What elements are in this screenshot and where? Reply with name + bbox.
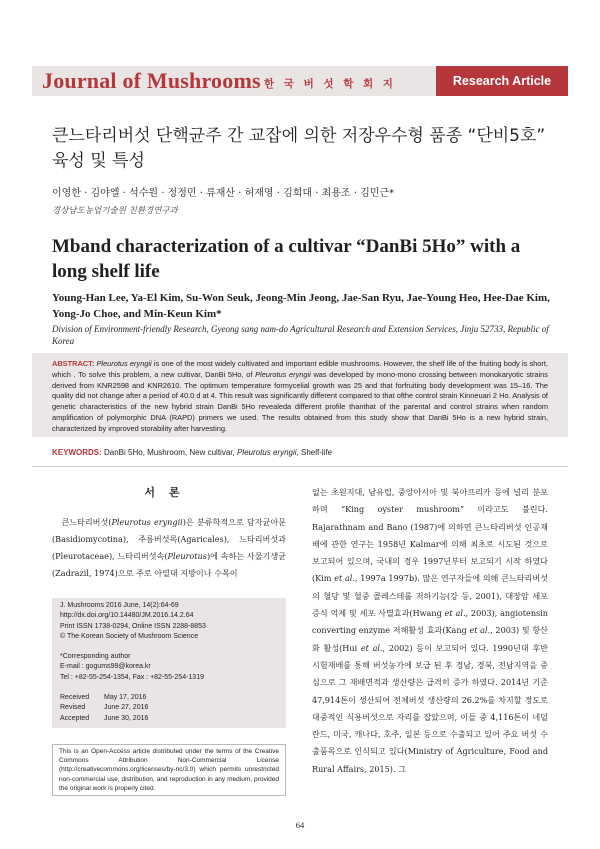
intro-species: Pleurotus eryngii [111, 517, 183, 527]
et-al-3: et al [469, 625, 488, 636]
abstract [52, 359, 548, 435]
korean-authors: 이영한 · 김야엘 · 석수원 · 정정민 · 류재산 · 허재영 · 김희대 · 최용조 · 김민근* [52, 188, 395, 199]
et-al-4: et al [360, 642, 380, 653]
revised-date: Revised June 27, 2016 [60, 704, 149, 712]
accepted-date: Accepted June 30, 2016 [60, 714, 149, 722]
right-text-b: ., 1997a 1997b). 많은 연구자들에 의해 큰느타리버섯의 혈당 및 혈중 콜레스테롤 저하기능(강 등, 2001), 대장암 세포 증식 억제 및 세포 사멸효과(Hwang [312, 573, 548, 619]
intro-text-b: )은 분류학적으로 담자균아문(Basidiomycotina), 주름버섯목(Agaricales), 느타리버섯과(Pleurotaceae), 느타리버섯속( [52, 517, 286, 561]
journal-name-korean: 한 국 버 섯 학 회 지 [264, 78, 396, 90]
english-title: Mband characterization of a cultivar “DanBi 5Ho” with a long shelf life [52, 236, 521, 282]
author-email[interactable]: E-mail : gogums99@korea.kr [60, 663, 151, 671]
keywords-species: Pleurotus eryngii, [236, 448, 299, 457]
author-phone: Tel : +82-55-254-1354, Fax : +82-55-254-1319 [60, 673, 204, 681]
korean-title: 큰느타리버섯 단핵균주 간 교잡에 의한 저장우수형 품종 “단비5호” 육성 및 특성 [52, 126, 546, 171]
article-type-badge: Research Article [436, 66, 568, 96]
section-divider [32, 466, 568, 467]
received-date: Received May 17, 2016 [60, 694, 147, 702]
abstract-label: ABSTRACT: [52, 359, 95, 368]
intro-paragraph-right [312, 484, 548, 778]
abstract-species: Pleurotus eryngii [96, 359, 152, 368]
et-al-1: et al [334, 573, 353, 584]
right-text-a: 없는 초원지대, 남유럽, 중앙아시아 및 북아프리카 등에 널리 분포하며 “King oyster mushroom” 이라고도 불린다. Rajarathnam and Bano (1987)에 의하면 큰느타리버섯 인공재배에 관한 연구는 1958년 Kalmar에 의해 최초로 시도된 것으로 보고되어 있으며, 국내의 경우 1997년부터 보고되기 시작 하였다(Kim [312, 487, 548, 584]
right-text-d: ., 2003) 및 항산화 활성(Hui [312, 625, 548, 653]
right-text-e: ., 2002) 등이 보고되어 있다. 1990년대 후반 시험재배를 통해 버섯농가에 보급 된 후 경남, 경북, 전남지역을 중심으로 그 재배면적과 생산량은 급격히 증가 하였다. 2014년 기준 47,914톤이 생산되어 전체버섯 생산량의 26.2%를 차지할 정도로 대중적인 식용버섯으로 자리를 잡았으며, 이들 중 4,116톤이 네덜란드, 미국, 캐나다, 호주, 일본 등으로 수출되고 있어 주요 버섯 수출품목으로 인식되고 있다(Ministry of Agriculture, Food and Rural Affairs, 2015). 그 [312, 642, 548, 774]
corresponding-author: *Corresponding author [60, 653, 131, 661]
intro-heading: 서론 [144, 486, 194, 499]
right-text-c: ., 2003), angiotensin converting enzyme 저해활성 효과(Kang [312, 608, 549, 636]
page-number: 64 [295, 820, 305, 830]
keywords-text-1: DanBi 5Ho, Mushroom, New cultivar, [101, 448, 237, 457]
citation: J. Mushrooms 2016 June, 14(2):64-69 [60, 602, 179, 609]
intro-genus: Pleurotus [167, 551, 207, 561]
intro-text-c: )에 속하는 사물기생균(Zadrazil, 1974)으로 주로 아열대 지방이나 수목이 [52, 551, 287, 578]
english-authors: Young-Han Lee, Ya-El Kim, Su-Won Seuk, Jeong-Min Jeong, Jae-San Ryu, Jae-Young Heo, Hee-Dae Kim, Yong-Jo Choe, and Min-Keun Kim* [52, 292, 550, 320]
intro-text-a: 큰느타리버섯( [61, 517, 112, 527]
abstract-text-2: was developed by mono-mono crossing between monokaryotic strains derived from KNR2598 and KNR2610. The optimum temperature formycelial growth was 25 and that forfruiting body development was 15–16. The quality did not change after a period of 40.0 d at 4. This result was significantly different compared to that ofthe control strain Kinneuari 2 Ho. Analysis of genetic characteristics of the new hybrid strain DanBi 5Ho revealeda different profile thanthat of the parental and control strains when random amplification of polymorphic DNA (RAPD) primers we used. The results obtained from this study show that DanBi 5Ho is a new hybrid strain, characterized by improved storability after harvesting. [52, 369, 548, 433]
korean-affiliation: 경상남도농업기술원 친환경연구과 [52, 206, 178, 216]
english-affiliation: Division of Environment-friendly Research, Gyeong sang nam-do Agricultural Research and Extension Services, Jinju 52733, Republic of Korea [52, 324, 549, 346]
journal-name: Journal of Mushrooms [42, 68, 261, 93]
open-access-notice: This is an Open-Access article distributed under the terms of the Creative Commons Attribution Non-Commercial License (http://creativecommons.org/licenses/by-nc/3.0) which permits unrestricted non-commercial use, distribution, and reproduction in any medium, provided the original work is properly cited. [59, 748, 279, 792]
copyright: © The Korean Society of Mushroom Science [60, 632, 199, 640]
intro-paragraph-left [52, 514, 286, 582]
abstract-text-1: is one of the most widely cultivated and important edible mushrooms. However, the shelf life of the fruiting body is short, which . To solve this problem, a new cultivar, DanBi 5Ho, of [52, 359, 548, 379]
keywords-label: KEYWORDS: [52, 448, 102, 457]
keywords-text-2: Shelf-life [298, 448, 333, 457]
keywords [52, 448, 548, 457]
doi-link[interactable]: http://dx.doi.org/10.14480/JM.2016.14.2.64 [60, 612, 194, 620]
issn: Print ISSN 1738-0294, Online ISSN 2288-8853 [60, 622, 206, 630]
article-info [60, 601, 282, 724]
et-al-2: et al [444, 608, 463, 619]
abstract-species-2: Pleurotus eryngii [255, 369, 311, 379]
